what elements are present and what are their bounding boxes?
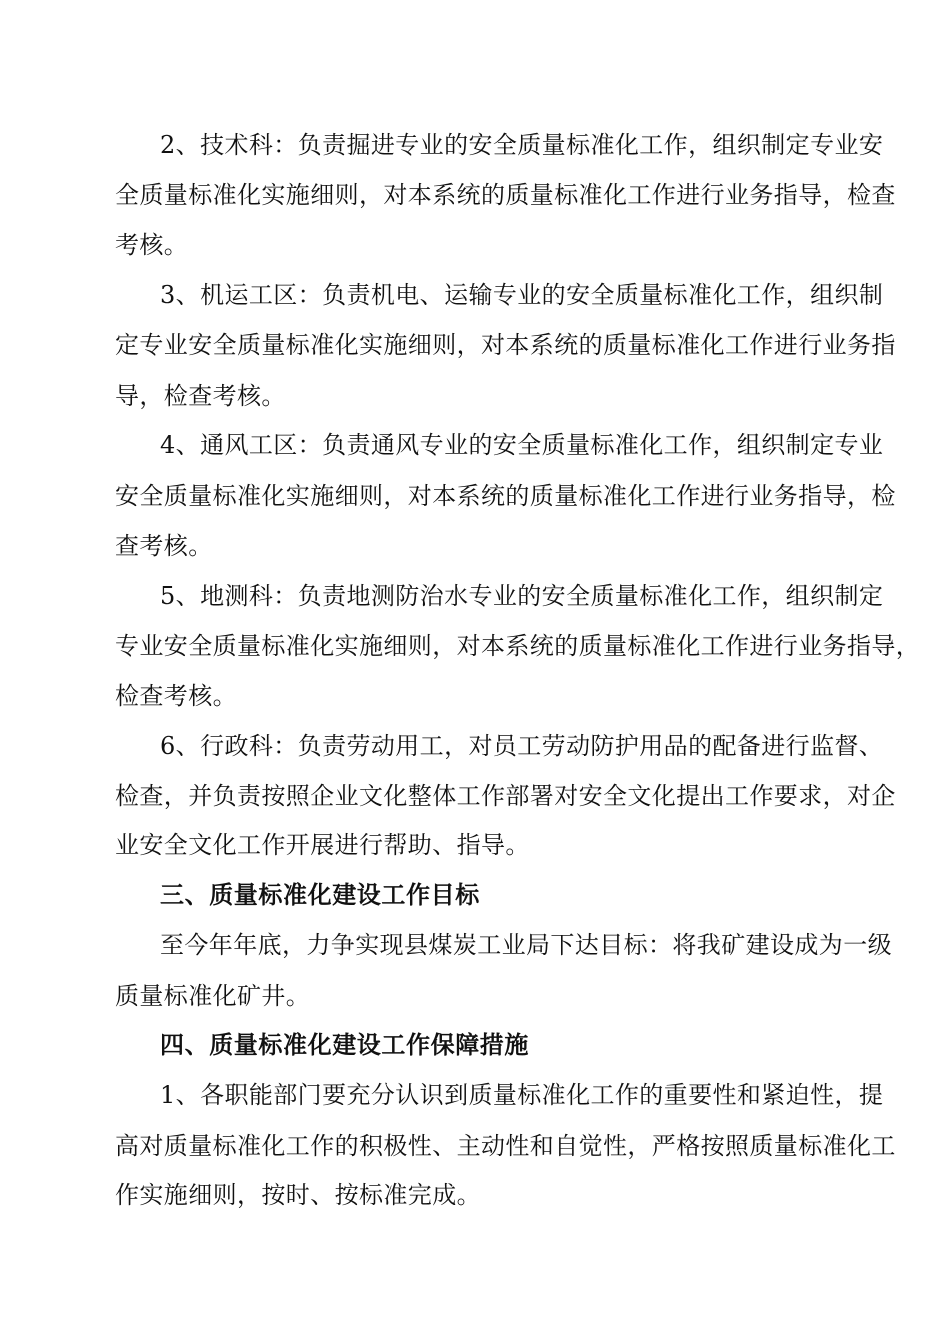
paragraph-line: 导，检查考核。	[115, 382, 286, 410]
paragraph-line: 质量标准化矿井。	[115, 982, 311, 1010]
paragraph-line: 查考核。	[115, 532, 213, 560]
paragraph-line: 检查，并负责按照企业文化整体工作部署对安全文化提出工作要求，对企	[115, 782, 896, 810]
paragraph-line: 4、通风工区：负责通风专业的安全质量标准化工作，组织制定专业	[160, 431, 884, 459]
paragraph-line: 6、行政科：负责劳动用工，对员工劳动防护用品的配备进行监督、	[160, 732, 884, 760]
paragraph-line: 3、机运工区：负责机电、运输专业的安全质量标准化工作，组织制	[160, 281, 884, 309]
paragraph-line: 专业安全质量标准化实施细则，对本系统的质量标准化工作进行业务指导，	[115, 632, 921, 660]
paragraph-line: 高对质量标准化工作的积极性、主动性和自觉性，严格按照质量标准化工	[115, 1132, 896, 1160]
paragraph-line: 业安全文化工作开展进行帮助、指导。	[115, 831, 530, 859]
paragraph-line: 定专业安全质量标准化实施细则，对本系统的质量标准化工作进行业务指	[115, 331, 896, 359]
paragraph-line: 2、技术科：负责掘进专业的安全质量标准化工作，组织制定专业安	[160, 131, 884, 159]
paragraph-line: 安全质量标准化实施细则，对本系统的质量标准化工作进行业务指导，检	[115, 482, 896, 510]
paragraph-line: 1、各职能部门要充分认识到质量标准化工作的重要性和紧迫性，提	[160, 1081, 884, 1109]
paragraph-line: 5、地测科：负责地测防治水专业的安全质量标准化工作，组织制定	[160, 582, 884, 610]
paragraph-line: 作实施细则，按时、按标准完成。	[115, 1181, 481, 1209]
paragraph-line: 考核。	[115, 231, 189, 259]
paragraph-line: 至今年年底，力争实现县煤炭工业局下达目标：将我矿建设成为一级	[160, 931, 892, 959]
section-heading: 四、质量标准化建设工作保障措施	[160, 1031, 529, 1059]
section-heading: 三、质量标准化建设工作目标	[160, 881, 480, 909]
paragraph-line: 检查考核。	[115, 682, 237, 710]
paragraph-line: 全质量标准化实施细则，对本系统的质量标准化工作进行业务指导，检查	[115, 181, 896, 209]
